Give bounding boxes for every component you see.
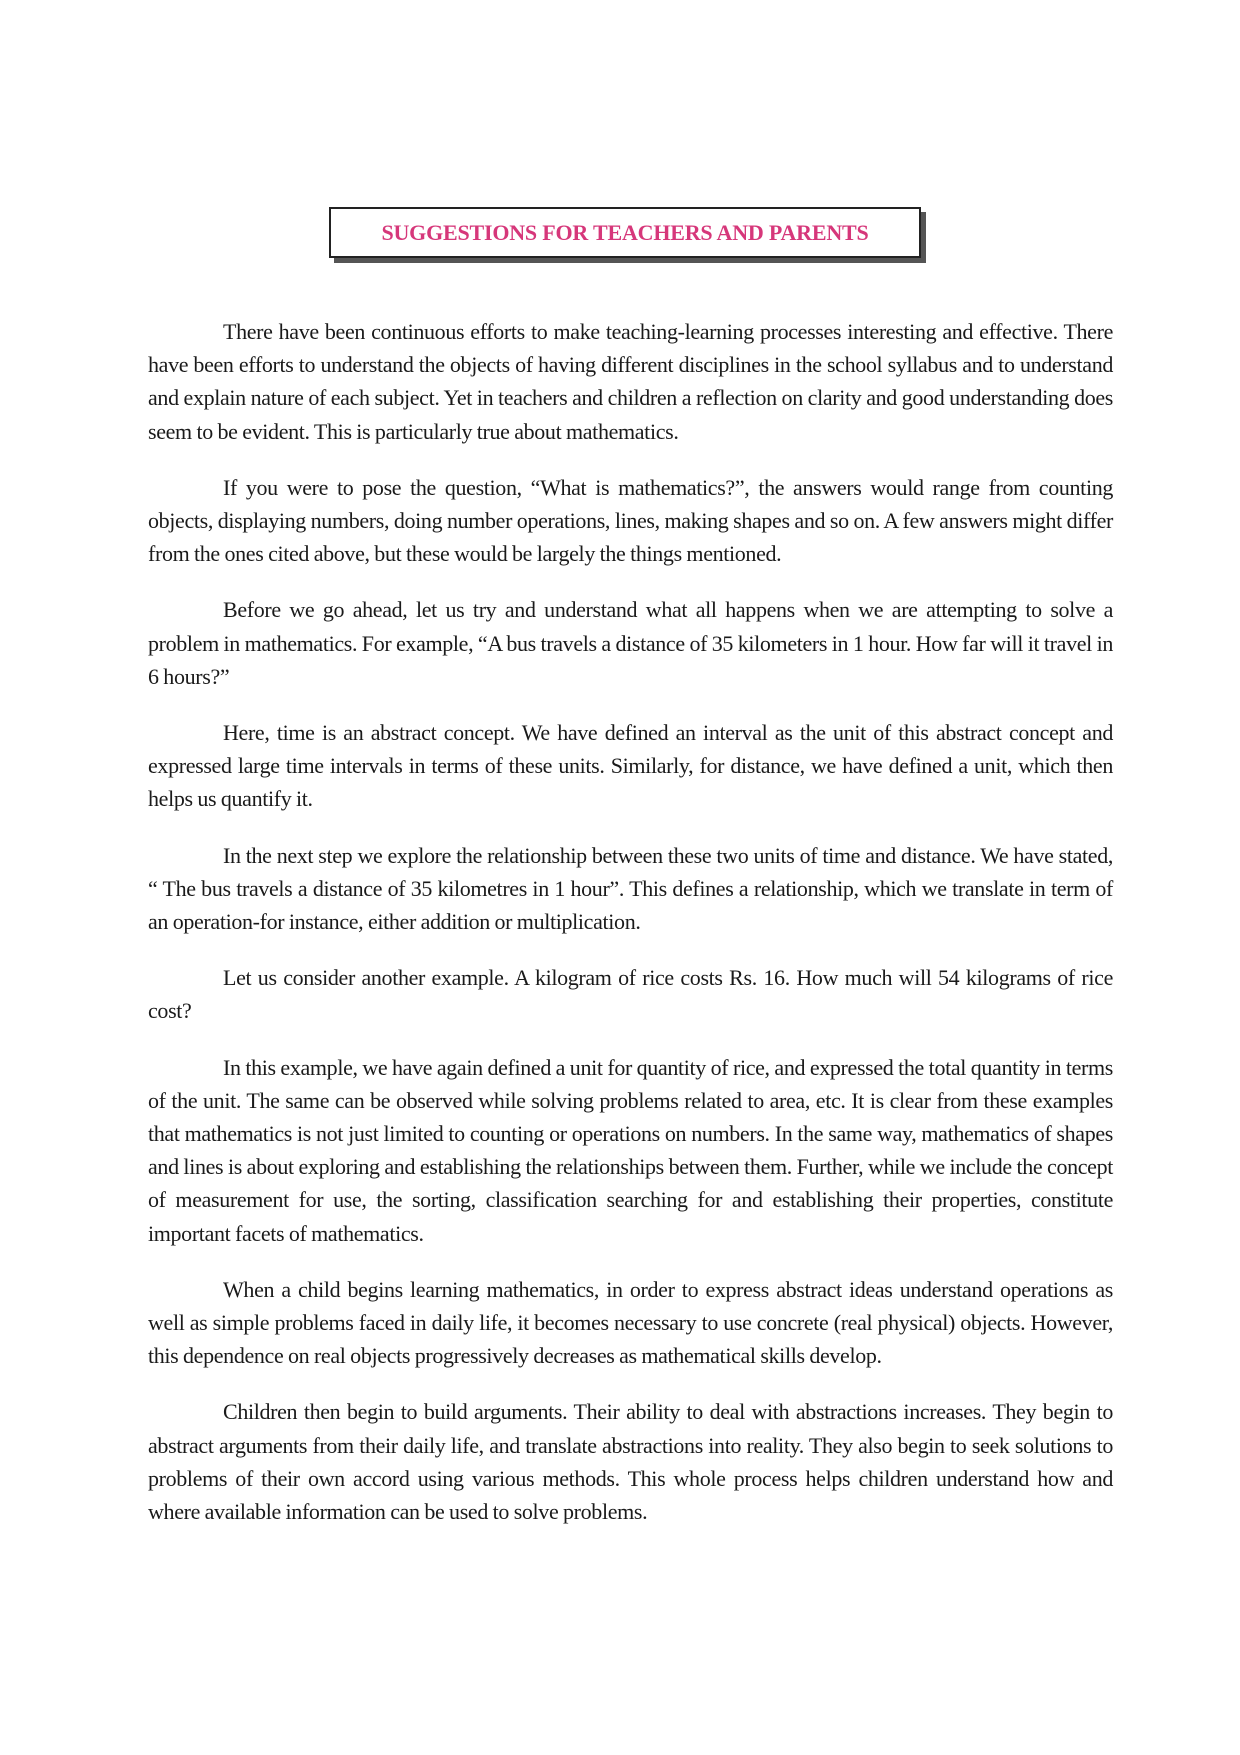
heading-box	[329, 207, 921, 258]
paragraph: Let us consider another example. A kilogram of rice costs Rs. 16. How much will 54 kilograms of rice cost?	[148, 965, 1113, 1024]
paragraph: If you were to pose the question, “What is mathematics?”, the answers would range from counting objects, displaying numbers, doing number operations, lines, making shapes and so on. A few answers might differ from the ones cited above, but these would be largely the things mentioned.	[148, 474, 1113, 567]
paragraph: In this example, we have again defined a unit for quantity of rice, and expressed the total quantity in terms of the unit. The same can be observed while solving problems related to area, etc. It is clear from these examples that mathematics is not just limited to counting or operations on numbers. In the same way, mathematics of shapes and lines is about exploring and establishing the relationships between them. Further, while we include the concept of measurement for use, the sorting, classification searching for and establishing their properties, constitute important facets of mathematics.	[148, 1054, 1113, 1246]
page-heading: SUGGESTIONS FOR TEACHERS AND PARENTS	[381, 219, 869, 245]
paragraph: When a child begins learning mathematics, in order to express abstract ideas understand operations as well as simple problems faced in daily life, it becomes necessary to use concrete (real physical) objects. However, this dependence on real objects progressively decreases as mathematical skills develop.	[148, 1276, 1113, 1369]
paragraph: In the next step we explore the relationship between these two units of time and distance. We have stated, “ The bus travels a distance of 35 kilometres in 1 hour”. This defines a relationship, which we translate in term of an operation-for instance, either addition or multiplication.	[148, 842, 1113, 935]
paragraph: Children then begin to build arguments. Their ability to deal with abstractions increases. They begin to abstract arguments from their daily life, and translate abstractions into reality. They also begin to seek solutions to problems of their own accord using various methods. This whole process helps children understand how and where available information can be used to solve problems.	[148, 1399, 1113, 1525]
paragraph: Here, time is an abstract concept. We have defined an interval as the unit of this abstract concept and expressed large time intervals in terms of these units. Similarly, for distance, we have defined a unit, which then helps us quantify it.	[148, 720, 1113, 812]
paragraph: There have been continuous efforts to make teaching-learning processes interesting and effective. There have been efforts to understand the objects of having different disciplines in the school syllabus and to understand and explain nature of each subject. Yet in teachers and children a reflection on clarity and good understanding does seem to be evident. This is particularly true about mathematics.	[148, 319, 1113, 444]
body-text	[148, 315, 1113, 1551]
paragraph: Before we go ahead, let us try and understand what all happens when we are attempting to solve a problem in mathematics. For example, “A bus travels a distance of 35 kilometers in 1 hour. How far will it travel in 6 hours?”	[148, 597, 1113, 689]
